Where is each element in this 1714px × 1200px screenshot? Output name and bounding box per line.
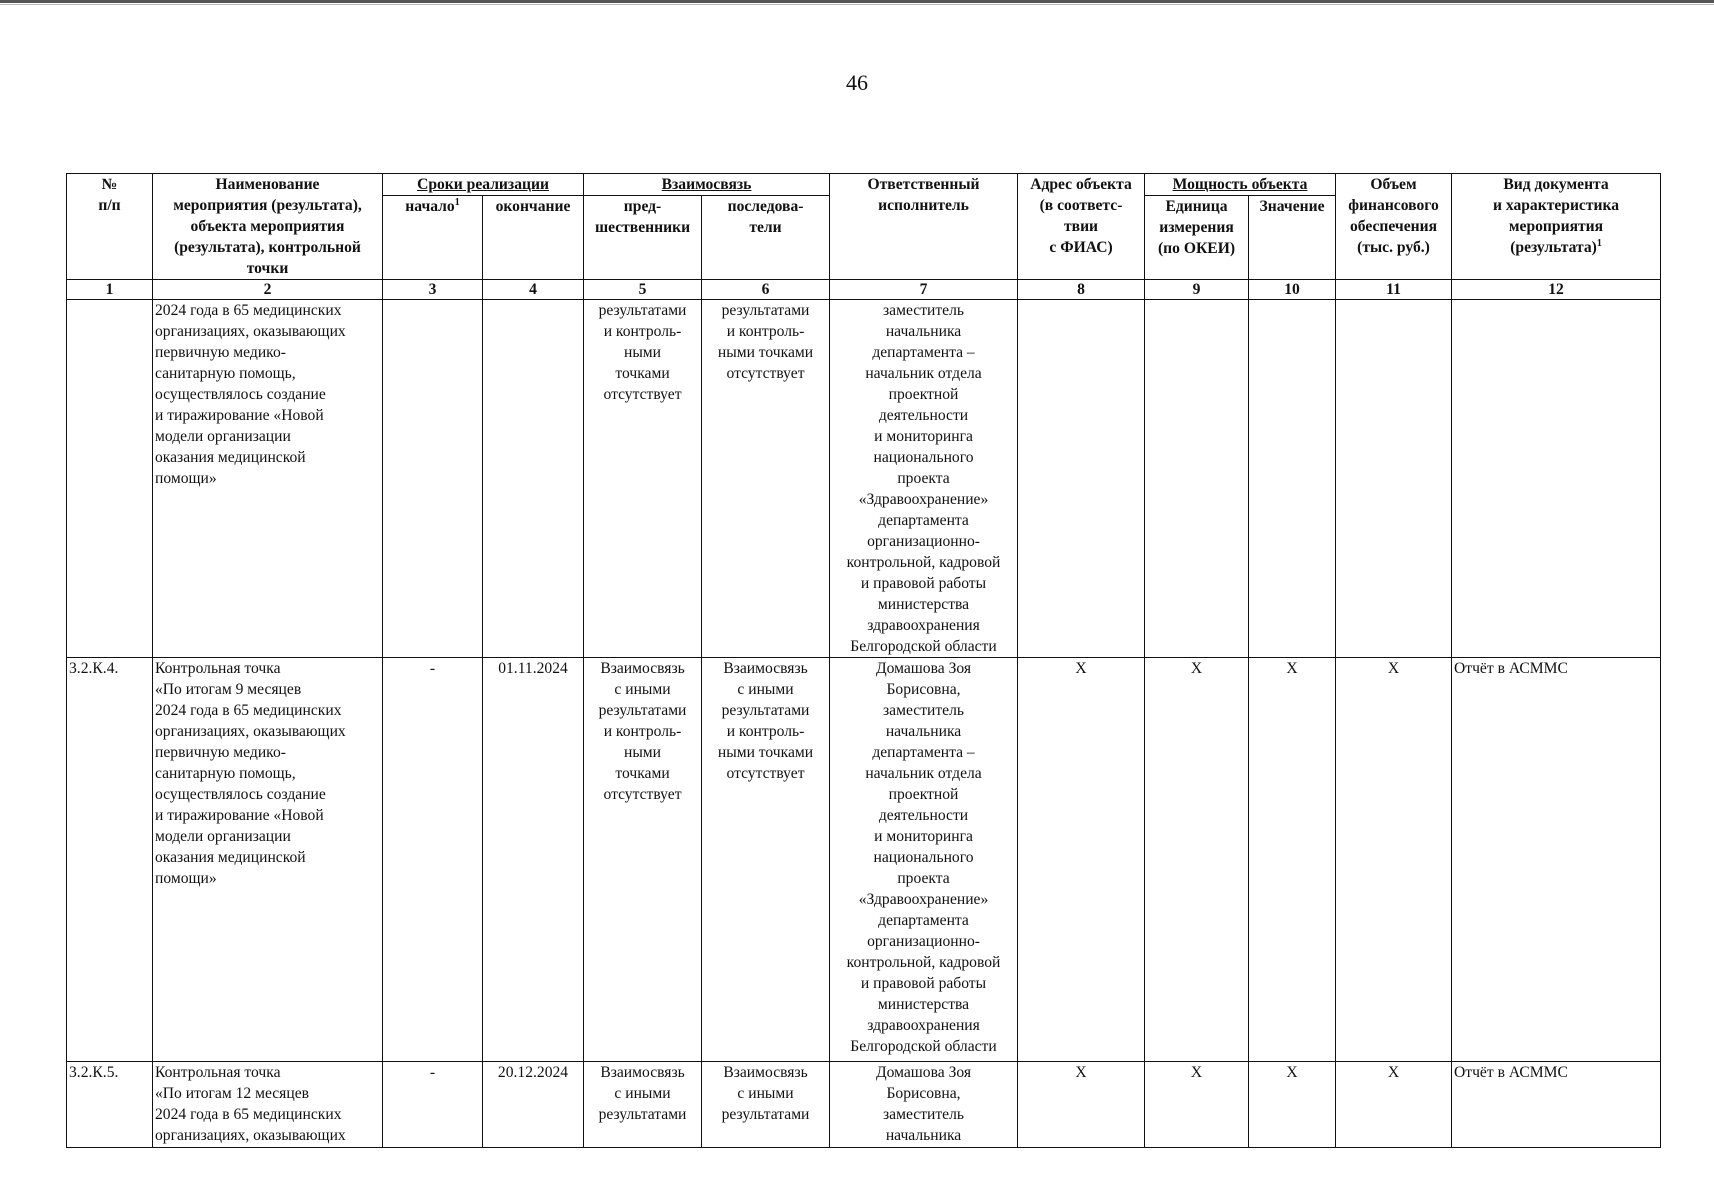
col-header-start (383, 196, 483, 280)
col-header-pred: пред- шественники (584, 196, 702, 280)
col-header-end: окончание (483, 196, 584, 280)
cell-address: X (1018, 658, 1145, 1062)
cell-name: Контрольная точка «По итогам 9 месяцев 2024 года в 65 медицинских организациях, оказывающих первичную медико- санитарную помощь, осуществлялось создание и тиражирование «Новой модели организации оказания медицинской помощи» (153, 658, 383, 1062)
doc-footnote-mark: 1 (1596, 237, 1602, 249)
col-number: 5 (584, 280, 702, 300)
cell-start: - (383, 1062, 483, 1148)
cell-doc: Отчёт в АСММС (1452, 1062, 1661, 1148)
cell-next: Взаимосвязь с иными результатами и контроль- ными точками отсутствует (702, 658, 830, 1062)
cell-doc (1452, 300, 1661, 658)
cell-next: Взаимосвязь с иными результатами (702, 1062, 830, 1148)
cell-responsible: заместитель начальника департамента – начальник отдела проектной деятельности и мониторинга национального проекта «Здравоохранение» департамента организационно- контрольной, кадровой и правовой работы министерства здравоохранения Белгородской области (830, 300, 1018, 658)
cell-end (483, 300, 584, 658)
cell-finance: X (1336, 1062, 1452, 1148)
cell-value (1249, 300, 1336, 658)
col-number: 6 (702, 280, 830, 300)
cell-address (1018, 300, 1145, 658)
plan-table (66, 173, 1661, 1148)
col-header-finance: Объем финансового обеспечения (тыс. руб.) (1336, 174, 1452, 280)
cell-pred: результатами и контроль- ными точками отсутствует (584, 300, 702, 658)
cell-responsible: Домашова Зоя Борисовна, заместитель начальника департамента – начальник отдела проектной деятельности и мониторинга национального проекта «Здравоохранение» департамента организационно- контрольной, кадровой и правовой работы министерства здравоохранения Белгородской области (830, 658, 1018, 1062)
cell-num: 3.2.К.4. (67, 658, 153, 1062)
terms-label: Сроки реализации (417, 176, 549, 193)
cell-pred: Взаимосвязь с иными результатами (584, 1062, 702, 1148)
col-number: 8 (1018, 280, 1145, 300)
col-number: 4 (483, 280, 584, 300)
col-header-responsible: Ответственный исполнитель (830, 174, 1018, 280)
cell-doc: Отчёт в АСММС (1452, 658, 1661, 1062)
col-header-power (1145, 174, 1336, 196)
cell-finance: X (1336, 658, 1452, 1062)
cell-responsible: Домашова Зоя Борисовна, заместитель начальника (830, 1062, 1018, 1148)
col-header-next: последова- тели (702, 196, 830, 280)
start-label: начало (405, 198, 455, 215)
col-header-name: Наименование мероприятия (результата), объекта мероприятия (результата), контрольной точки (153, 174, 383, 280)
col-number: 11 (1336, 280, 1452, 300)
cell-value: X (1249, 658, 1336, 1062)
power-label: Мощность объекта (1172, 176, 1308, 193)
col-number: 2 (153, 280, 383, 300)
start-footnote-mark: 1 (454, 196, 460, 208)
cell-start: - (383, 658, 483, 1062)
cell-end: 20.12.2024 (483, 1062, 584, 1148)
col-header-value: Значение (1249, 196, 1336, 280)
col-number: 10 (1249, 280, 1336, 300)
col-header-num: № п/п (67, 174, 153, 280)
col-number: 1 (67, 280, 153, 300)
link-label: Взаимосвязь (661, 176, 752, 193)
cell-end: 01.11.2024 (483, 658, 584, 1062)
col-number: 9 (1145, 280, 1249, 300)
cell-address: X (1018, 1062, 1145, 1148)
cell-pred: Взаимосвязь с иными результатами и контроль- ными точками отсутствует (584, 658, 702, 1062)
page-number: 46 (846, 70, 868, 95)
cell-next: результатами и контроль- ными точками отсутствует (702, 300, 830, 658)
col-header-unit: Единица измерения (по ОКЕИ) (1145, 196, 1249, 280)
col-header-terms (383, 174, 584, 196)
cell-unit: X (1145, 658, 1249, 1062)
cell-finance (1336, 300, 1452, 658)
scan-top-edge-shadow (0, 4, 1714, 5)
cell-unit (1145, 300, 1249, 658)
column-numbers-row (67, 280, 1661, 300)
col-number: 3 (383, 280, 483, 300)
cell-name: Контрольная точка «По итогам 12 месяцев 2024 года в 65 медицинских организациях, оказывающих (153, 1062, 383, 1148)
cell-num (67, 300, 153, 658)
cell-value: X (1249, 1062, 1336, 1148)
col-header-link (584, 174, 830, 196)
doc-label: Вид документа и характеристика мероприятия (результата) (1492, 176, 1620, 256)
col-header-doc (1452, 174, 1661, 280)
cell-start (383, 300, 483, 658)
table-row (67, 1062, 1661, 1148)
header-row-top (67, 174, 1661, 196)
table-row (67, 658, 1661, 1062)
col-number: 12 (1452, 280, 1661, 300)
col-number: 7 (830, 280, 1018, 300)
cell-unit: X (1145, 1062, 1249, 1148)
cell-name: 2024 года в 65 медицинских организациях, оказывающих первичную медико- санитарную помощь, осуществлялось создание и тиражирование «Новой модели организации оказания медицинской помощи» (153, 300, 383, 658)
cell-num: 3.2.К.5. (67, 1062, 153, 1148)
table-row (67, 300, 1661, 658)
col-header-address: Адрес объекта (в соответс- твии с ФИАС) (1018, 174, 1145, 280)
scan-top-edge (0, 0, 1714, 3)
